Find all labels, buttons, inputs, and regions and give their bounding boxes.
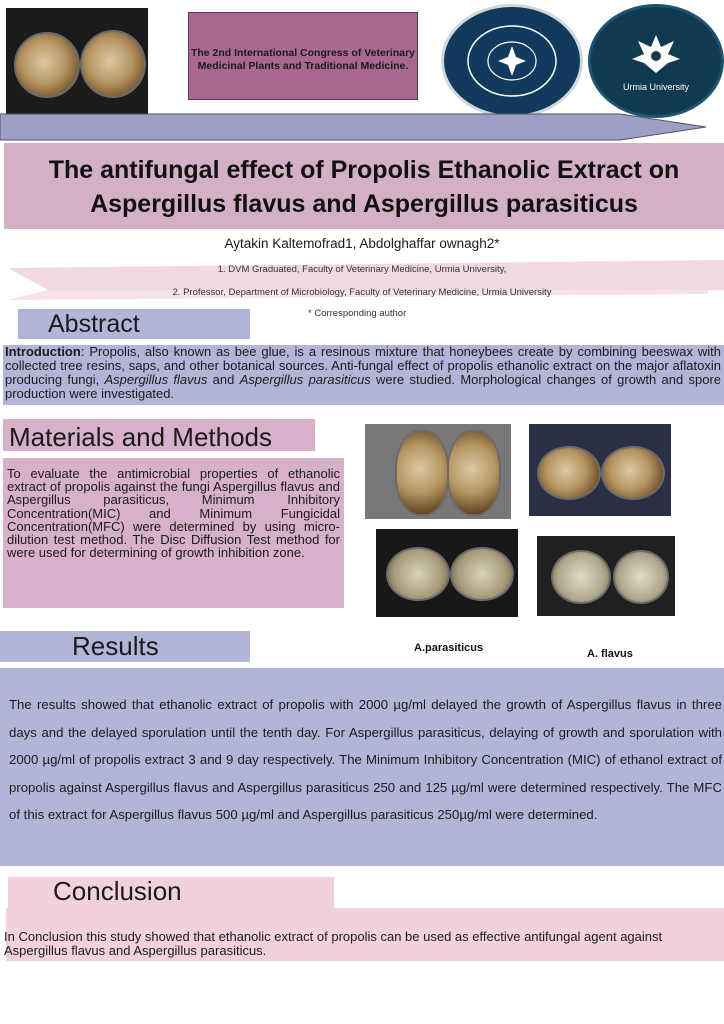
introduction-paragraph [5, 345, 721, 401]
petri-dish [601, 446, 665, 500]
caption-parasiticus: A.parasiticus [414, 642, 484, 654]
petri-dish [447, 430, 501, 516]
abstract-heading: Abstract [48, 310, 140, 338]
title-band [4, 143, 724, 229]
ataturk-university-logo [441, 4, 583, 118]
urmia-university-logo [588, 4, 724, 118]
petri-dish [613, 550, 669, 604]
petri-dish [450, 547, 514, 601]
petri-dish [551, 550, 611, 604]
conclusion-paragraph: In Conclusion this study showed that ethanolic extract of propolis can be used as effective antifungal agent against Aspergillus flavus and Aspergillus parasiticus. [4, 929, 663, 958]
introduction-label: Introduction [5, 344, 81, 359]
results-paragraph: The results showed that ethanolic extract of propolis with 2000 µg/ml delayed the growth of Aspergillus flavus in three days and the delayed sporulation until the tenth day. For Aspergillus parasiticus, delaying of growth and sporulation with 2000 µg/ml of propolis extract 3 and 9 day respectively. The Minimum Inhibitory Concentration (MIC) of ethanol extract of propolis against Aspergillus flavus and Aspergillus parasiticus 250 and 125 µg/ml were determined respectively. The MFC of this extract for Aspergillus flavus 500 µg/ml and Aspergillus parasiticus 250µg/ml were determined. [9, 697, 722, 822]
affiliation-1: 1. DVM Graduated, Faculty of Veterinary Medicine, Urmia University, [217, 264, 507, 275]
header-petri-photo [6, 8, 148, 116]
intro-text-part-2: and [207, 372, 240, 387]
congress-line-1: The 2nd International Congress of Veterinary [190, 47, 416, 59]
university-emblem-icon [464, 22, 560, 100]
conclusion-heading: Conclusion [53, 876, 182, 906]
culture-photo-1 [365, 424, 511, 519]
introduction-section [3, 345, 724, 405]
header-arrow-band [0, 112, 710, 142]
title-line-1: The antifungal effect of Propolis Ethanolic Extract on [48, 156, 680, 184]
title-line-2: Aspergillus flavus and Aspergillus parasiticus [90, 190, 638, 218]
methods-section [3, 458, 344, 608]
affiliation-2: 2. Professor, Department of Microbiology, Faculty of Veterinary Medicine, Urmia University [172, 287, 552, 298]
petri-dish [537, 446, 601, 500]
culture-photo-4 [537, 536, 675, 616]
congress-line-2: Medicinal Plants and Traditional Medicine. [197, 60, 409, 72]
caption-flavus: A. flavus [587, 648, 633, 660]
petri-dish [80, 30, 146, 98]
petri-dish [386, 547, 450, 601]
authors: Aytakin Kaltemofrad1, Abdolghaffar ownagh2* [224, 236, 500, 251]
intro-text-part-3: were studied. Morphological changes of growth and spore production were investigated. [5, 372, 722, 401]
congress-banner [188, 12, 418, 100]
intro-text-part-1: : Propolis, also known as bee glue, is a resinous mixture that honeybees create by combining beeswax with collected tree resins, saps, and other botanical sources. Anti-fungal effect of propolis ethanolic extract on the major aflatoxin producing fungi, [5, 344, 721, 387]
conclusion-heading-box [8, 877, 334, 911]
petri-dish [14, 32, 80, 98]
culture-photo-2 [529, 424, 671, 516]
culture-photo-3 [376, 529, 518, 617]
flower-emblem-icon [628, 31, 684, 77]
methods-paragraph: To evaluate the antimicrobial properties of ethanolic extract of propolis against the fungi Aspergillus flavus and Aspergillus parasiticus, Minimum Inhibitory Concentration(MIC) and Minimum Fungicidal Concentration(MFC) were determined by using micro-dilution test method. The Disc Diffusion Test method for were used for determining of growth inhibition zone. [7, 466, 340, 561]
results-section [0, 668, 724, 866]
methods-heading: Materials and Methods [9, 422, 273, 452]
intro-species-1: Aspergillus flavus [104, 372, 208, 387]
urmia-logo-text: Urmia University [622, 81, 689, 92]
petri-dish [395, 430, 449, 516]
intro-species-2: Aspergillus parasiticus [239, 372, 371, 387]
corresponding-author-note: * Corresponding author [308, 308, 407, 319]
results-heading-box [0, 631, 250, 662]
methods-heading-box [3, 419, 315, 451]
results-heading: Results [72, 631, 159, 661]
abstract-heading-box [18, 309, 250, 339]
